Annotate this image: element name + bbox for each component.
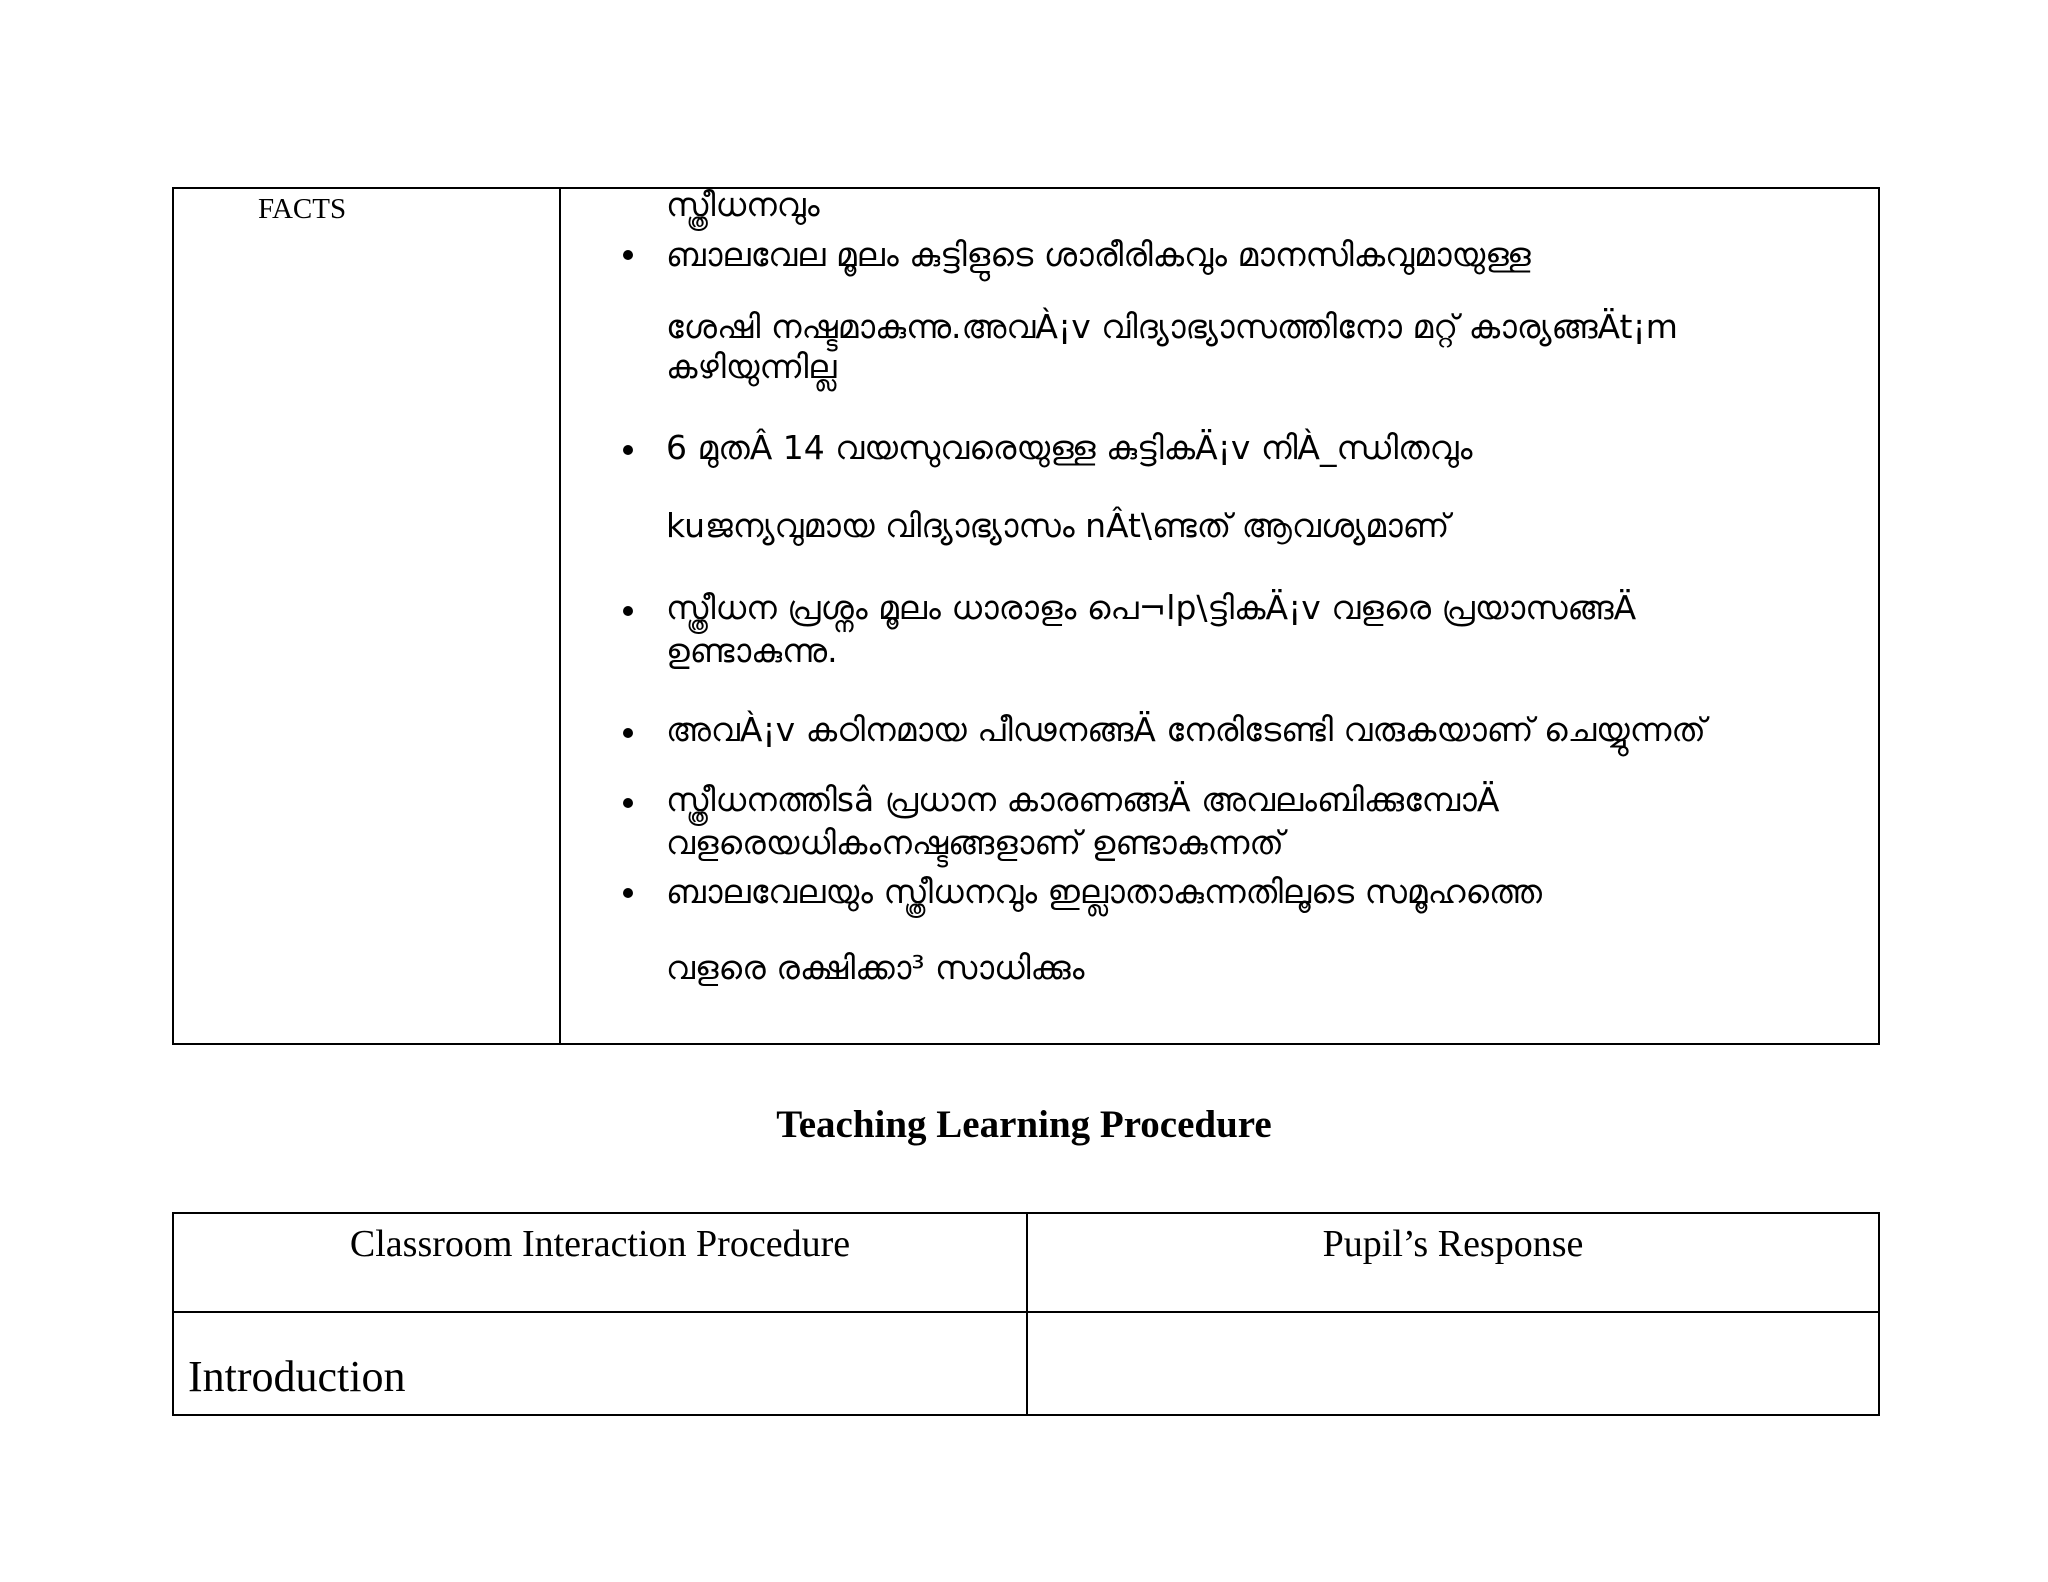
procedure-cell-introduction — [174, 1313, 1028, 1414]
facts-line-9: അവÀ¡v കഠിനമായ പീഢനങ്ങÄ നേരിടേണ്ടി വരുകയാണ് ചെയ്യുന്നത് — [666, 710, 1706, 749]
procedure-header-cell — [1028, 1214, 1878, 1311]
procedure-header-row — [174, 1214, 1878, 1313]
procedure-cell-response — [1028, 1313, 1878, 1414]
facts-label-cell — [174, 189, 561, 1043]
column-header-pupil-response: Pupil’s Response — [1322, 1223, 1584, 1265]
bullet-icon — [623, 798, 633, 808]
facts-line-11: വളരെയധികംനഷ്ടങ്ങളാണ് ഉണ്ടാകുന്നത് — [666, 823, 1284, 862]
facts-line-2: ബാലവേല മൂലം കുട്ടിളുടെ ശാരീരികവും മാനസികവുമായുള്ള — [666, 235, 1531, 274]
facts-line-8: ഉണ്ടാകുന്നു. — [666, 631, 838, 670]
facts-line-3: ശേഷി നഷ്ടമാകുന്നു.അവÀ¡v വിദ്യാഭ്യാസത്തിനോ മറ്റ് കാര്യങ്ങÄt¡m — [666, 307, 1678, 346]
column-header-classroom-interaction: Classroom Interaction Procedure — [349, 1223, 851, 1265]
facts-line-4: കഴിയുന്നില്ല — [666, 347, 837, 386]
procedure-table — [172, 1212, 1880, 1416]
procedure-header-cell — [174, 1214, 1028, 1311]
facts-content-cell — [561, 185, 1878, 1043]
facts-label: FACTS — [258, 193, 347, 225]
bullet-icon — [623, 250, 633, 260]
bullet-icon — [623, 445, 633, 455]
bullet-icon — [623, 728, 633, 738]
facts-line-13: വളരെ രക്ഷിക്കാ³ സാധിക്കും — [666, 948, 1085, 987]
facts-line-6: kuജന്യവുമായ വിദ്യാഭ്യാസം nÂt\ണ്ടത് ആവശ്യമാണ് — [666, 506, 1450, 545]
facts-line-1: സ്ത്രീധനവും — [666, 185, 820, 224]
facts-line-12: ബാലവേലയും സ്ത്രീധനവും ഇല്ലാതാകുന്നതിലൂടെ സമൂഹത്തെ — [666, 872, 1543, 911]
facts-table — [172, 187, 1880, 1045]
procedure-row — [174, 1313, 1878, 1414]
introduction-label: Introduction — [188, 1352, 406, 1401]
section-heading: Teaching Learning Procedure — [776, 1103, 1272, 1146]
bullet-icon — [623, 888, 633, 898]
facts-line-10: സ്ത്രീധനത്തിsâ പ്രധാന കാരണങ്ങÄ അവലംബിക്കുമ്പോÄ — [666, 780, 1500, 819]
bullet-icon — [623, 606, 633, 616]
facts-line-7: സ്ത്രീധന പ്രശ്നം മൂലം ധാരാളം പെ¬lp\ട്ടികÄ¡v വളരെ പ്രയാസങ്ങÄ — [666, 588, 1637, 627]
facts-line-5: 6 മുതÂ 14 വയസുവരെയുള്ള കുട്ടികÄ¡v നിÀ_ന്ധിതവും — [666, 428, 1473, 467]
